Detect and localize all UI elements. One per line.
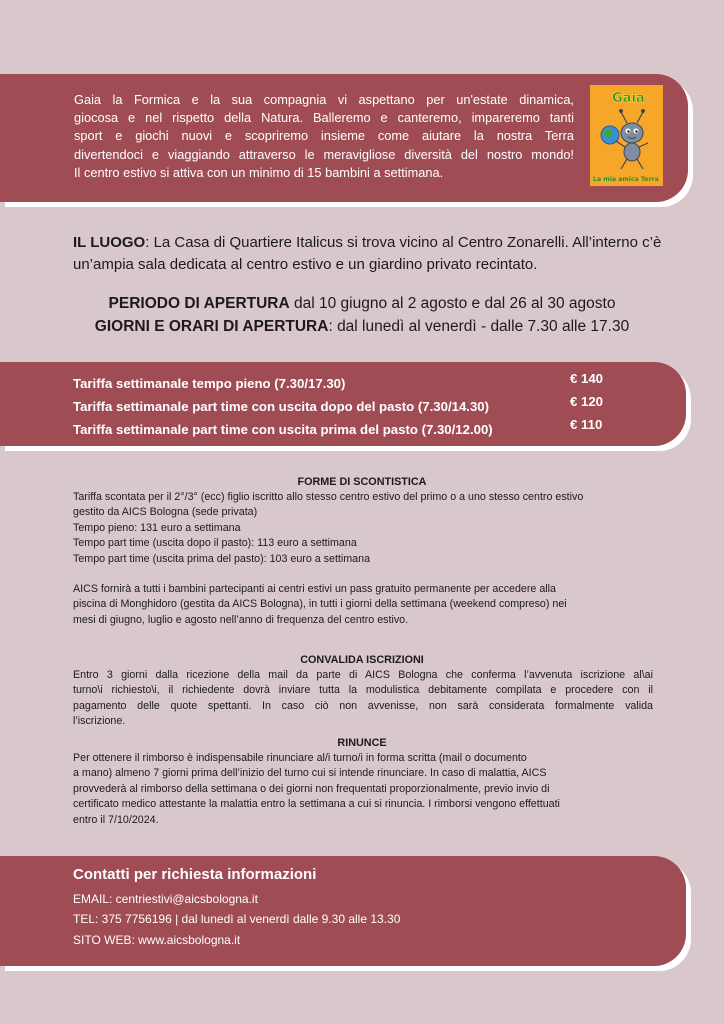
refunds-line: a mano) almeno 7 giorni prima dell’inizio del turno cui si intende rinunciare. In caso di malattia, AICS (73, 767, 547, 780)
refunds-line: entro il 7/10/2024. (73, 813, 159, 826)
refunds-line: Per ottenere il rimborso è indispensabile rinunciare al/i turno/i in forma scritta (mail o documento (73, 752, 527, 764)
period-text: dal 10 giugno al 2 agosto e dal 26 al 30 agosto (289, 295, 616, 312)
validation-title: CONVALIDA ISCRIZIONI (300, 654, 424, 666)
logo-subtitle: La mia amica Terra (593, 176, 659, 183)
gaia-logo (590, 85, 663, 186)
contact-email[interactable]: EMAIL: centriestivi@aicsbologna.it (73, 892, 258, 906)
fee-row (73, 417, 673, 442)
discounts-title: FORME DI SCONTISTICA (297, 476, 427, 488)
fee-price: € 140 (570, 371, 604, 386)
fee-label: Tariffa settimanale tempo pieno (7.30/17.30) (73, 376, 346, 391)
logo-title: Gaia (612, 91, 645, 106)
contact-phone[interactable]: TEL: 375 7756196 | dal lunedì al venerdì dalle 9.30 alle 13.30 (73, 912, 401, 926)
validation-line: l’iscrizione. (73, 715, 126, 728)
pool-text (73, 582, 653, 628)
discounts-line: Tempo pieno: 131 euro a settimana (73, 521, 241, 534)
hours-text: : dal lunedì al venerdì - dalle 7.30 alle 17.30 (328, 318, 630, 335)
period-label: PERIODO DI APERTURA (108, 295, 290, 312)
fee-row (73, 371, 673, 396)
validation-line: turno\i richiesto\i, il richiedente dovrà inviare tutta la modulistica debitamente compilata e procedere con il (73, 684, 653, 697)
validation-text (73, 668, 653, 730)
discounts-line: Tariffa scontata per il 2°/3° (ecc) figlio iscritto allo stesso centro estivo del primo o a uno stesso centro estivo (73, 491, 584, 503)
validation-line: Entro 3 giorni dalla ricezione della mail da parte di AICS Bologna che conferma l’avvenuta iscrizione al\ai (73, 669, 653, 681)
fee-label: Tariffa settimanale part time con uscita prima del pasto (7.30/12.00) (73, 422, 493, 437)
intro-banner (0, 74, 688, 202)
fee-price: € 120 (570, 394, 604, 409)
discounts-text (73, 490, 653, 567)
pool-line: AICS fornirà a tutti i bambini partecipanti ai centri estivi un pass gratuito permanente per accedere alla (73, 583, 556, 595)
intro-line: Gaia la Formica e la sua compagnia vi aspettano per un'estate dinamica, (74, 92, 574, 107)
fee-row (73, 394, 673, 419)
pool-line: piscina di Monghidoro (gestita da AICS Bologna), in tutti i giorni della settimana (weekend compreso) nei (73, 598, 567, 611)
pool-line: mesi di giugno, luglio e agosto nell’anno di frequenza del centro estivo. (73, 613, 409, 626)
fee-price: € 110 (570, 417, 603, 432)
discounts-line: Tempo part time (uscita prima del pasto): 103 euro a settimana (73, 552, 371, 565)
opening-info (40, 292, 684, 338)
refunds-line: provvederà al rimborso della settimana o dei giorni non frequentati proporzionalmente, previo invio di (73, 782, 550, 795)
opening-hours (40, 315, 684, 338)
place-paragraph (73, 232, 663, 276)
fees-banner (0, 362, 686, 446)
discounts-line: gestito da AICS Bologna (sede privata) (73, 506, 258, 519)
intro-text (74, 91, 574, 182)
contacts-title: Contatti per richiesta informazioni (73, 866, 317, 883)
intro-line: giocosa e nel rispetto della Natura. Balleremo e canteremo, impareremo tanti (74, 110, 574, 126)
validation-line: pagamento delle quote spettanti. In caso ciò non avvenisse, non sarà considerata formalmente valida (73, 699, 653, 712)
contacts-banner (0, 856, 686, 966)
opening-period (40, 292, 684, 315)
intro-line: divertendoci e viaggiando attraverso le meravigliose diversità del nostro mondo! (74, 146, 574, 162)
refunds-line: certificato medico attestante la malattia entro la settimana a cui si rinuncia. I rimborsi vengono effettuati (73, 798, 560, 811)
refunds-title: RINUNCE (337, 737, 387, 749)
discounts-line: Tempo part time (uscita dopo il pasto): 113 euro a settimana (73, 537, 357, 550)
place-text: : La Casa di Quartiere Italicus si trova vicino al Centro Zonarelli. All’interno c’è un’ampia sala dedicata al centro estivo e un giardino privato recintato. (73, 234, 662, 273)
fee-label: Tariffa settimanale part time con uscita dopo del pasto (7.30/14.30) (73, 399, 490, 414)
intro-line: Il centro estivo si attiva con un minimo di 15 bambini a settimana. (74, 164, 444, 180)
place-label: IL LUOGO (73, 234, 146, 251)
intro-line: sport e giochi nuovi e scopriremo insieme come aiutare la nostra Terra (74, 128, 574, 144)
refunds-text (73, 751, 653, 828)
contact-website[interactable]: SITO WEB: www.aicsbologna.it (73, 933, 241, 947)
hours-label: GIORNI E ORARI DI APERTURA (94, 318, 329, 335)
